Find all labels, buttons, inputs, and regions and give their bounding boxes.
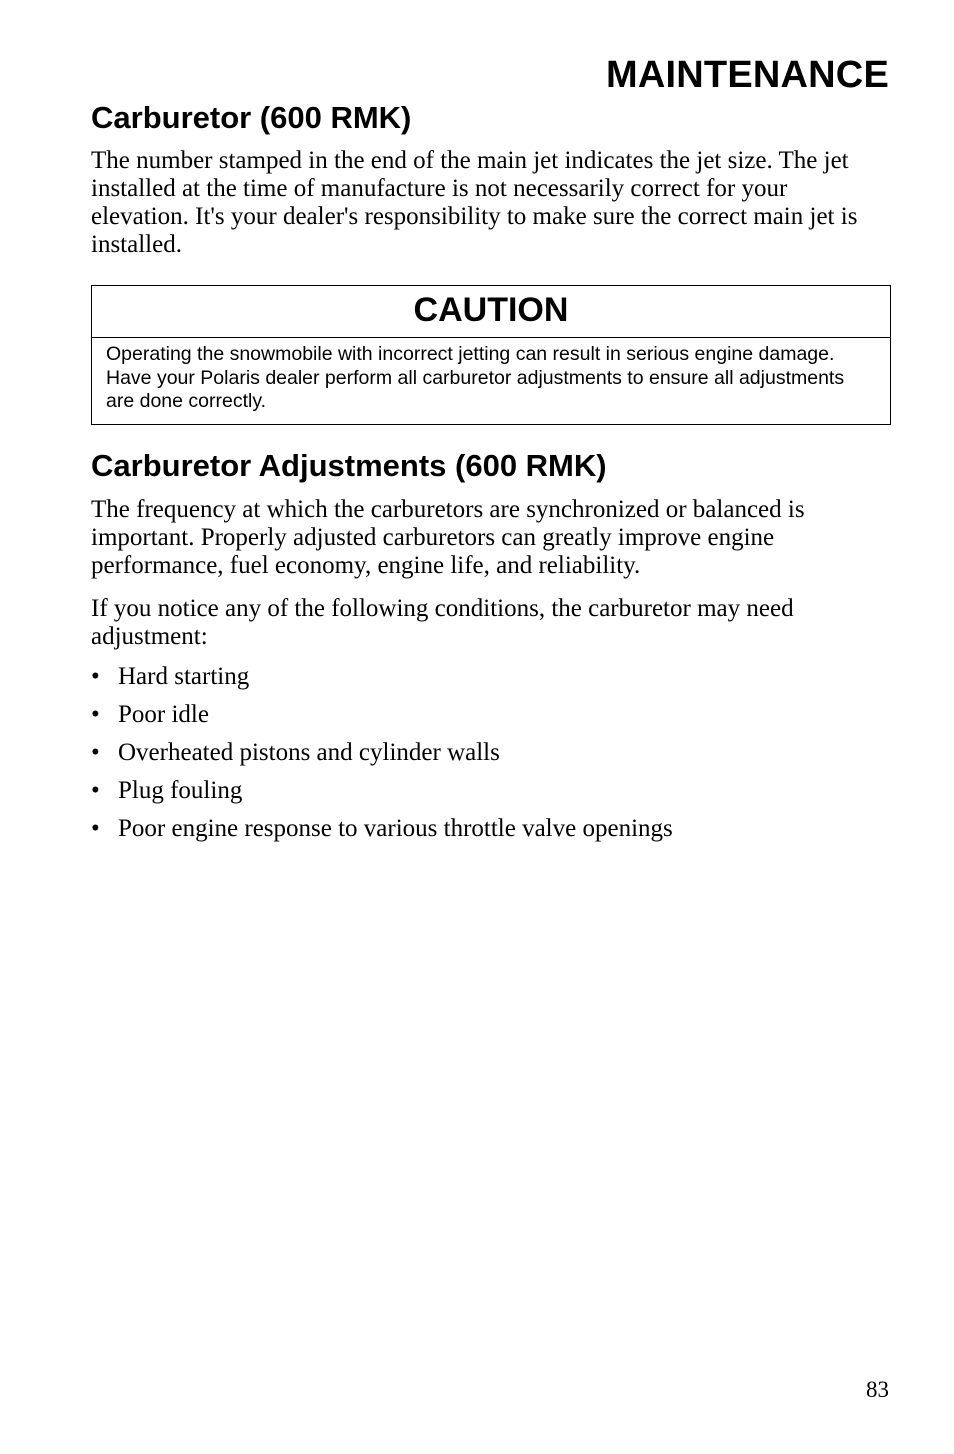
caution-title: CAUTION <box>92 286 890 338</box>
list-item <box>91 814 891 852</box>
bullet-icon: • <box>91 701 100 728</box>
list-item <box>91 662 891 700</box>
page-number: 83 <box>866 1377 889 1402</box>
bullet-icon: • <box>91 739 100 766</box>
list-item <box>91 700 891 738</box>
conditions-list <box>91 662 891 852</box>
list-item <box>91 776 891 814</box>
bullet-icon: • <box>91 663 100 690</box>
bullet-icon: • <box>91 777 100 804</box>
list-item-text: Plug fouling <box>118 777 243 804</box>
carburetor-heading: Carburetor (600 RMK) <box>91 100 412 135</box>
list-item-text: Poor idle <box>118 701 209 728</box>
list-item-text: Poor engine response to various throttle valve openings <box>118 815 673 842</box>
adjustments-heading: Carburetor Adjustments (600 RMK) <box>91 448 607 483</box>
section-header: MAINTENANCE <box>606 54 889 96</box>
list-item-text: Hard starting <box>118 663 250 690</box>
list-item <box>91 738 891 776</box>
bullet-icon: • <box>91 815 100 842</box>
adjustments-paragraph-conditions-intro: If you notice any of the following conditions, the carburetor may need adjustment: <box>91 595 794 650</box>
list-item-text: Overheated pistons and cylinder walls <box>118 739 500 766</box>
carburetor-paragraph: The number stamped in the end of the main jet indicates the jet size. The jet installed at the time of manufacture is not necessarily correct for your elevation. It's your dealer's responsibility to make sure the correct main jet is installed. <box>91 147 858 258</box>
adjustments-paragraph-importance: The frequency at which the carburetors are synchronized or balanced is important. Properly adjusted carburetors can greatly improve engine performance, fuel economy, engine life, and reliability. <box>91 496 805 579</box>
caution-text: Operating the snowmobile with incorrect jetting can result in serious engine damage. Have your Polaris dealer perform all carburetor adjustments to ensure all adjustments are done correctly. <box>106 343 845 412</box>
caution-box <box>91 285 891 425</box>
